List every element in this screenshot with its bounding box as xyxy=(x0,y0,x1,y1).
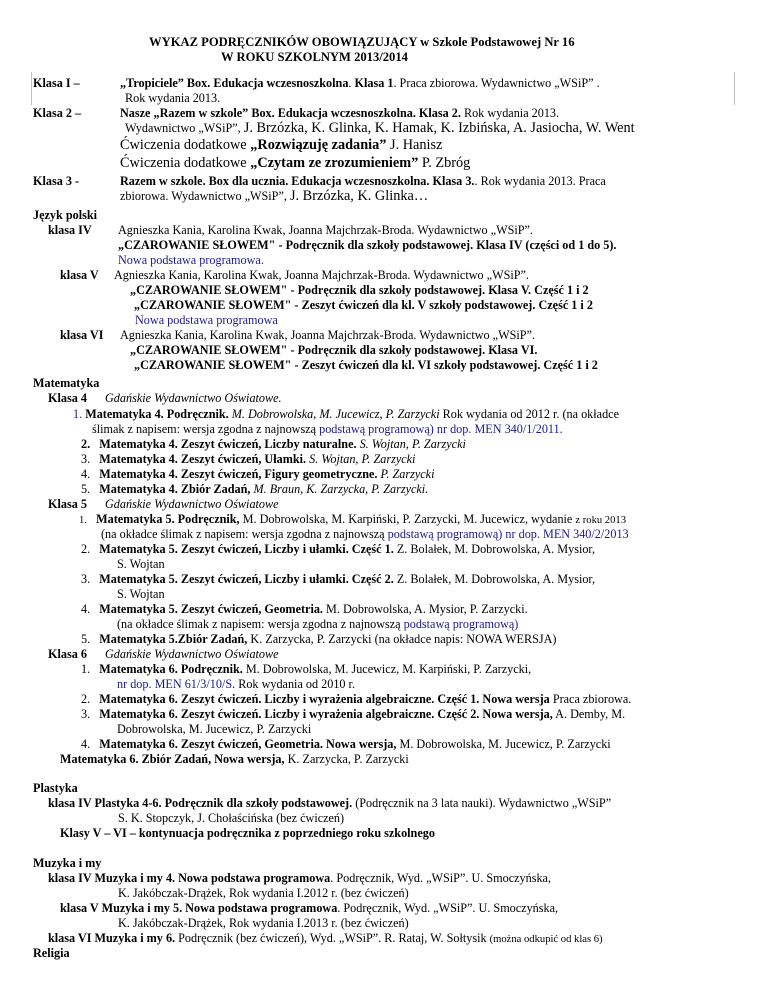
mat-4-item-5: 5. Matematyka 4. Zbiór Zadań, M. Braun, K. Zarzycka, P. Zarzycki. xyxy=(81,482,429,496)
mat-klasa-5-label: Klasa 5 xyxy=(48,497,87,511)
mat-6-item-3: 3. Matematyka 6. Zeszyt ćwiczeń. Liczby i wyrażenia algebraiczne. Część 2. Nowa wersja, A. Demby, M. xyxy=(81,707,626,721)
section-jezyk-polski: Język polski xyxy=(33,208,97,222)
klasa-2-entry: Nasze „Razem w szkole” Box. Edukacja wczesnoszkolna. Klasa 2. Rok wydania 2013. xyxy=(120,106,560,120)
section-muzyka: Muzyka i my xyxy=(33,856,102,870)
polski-klasa-vi-title-2: „CZAROWANIE SŁOWEM" - Zeszyt ćwiczeń dla kl. VI szkoły podstawowej. Część 1 i 2 xyxy=(134,358,598,372)
klasa-3-line-2: zbiorowa. Wydawnictwo „WSiP”, J. Brzózka, K. Glinka… xyxy=(120,188,429,204)
polski-klasa-v-np: Nowa podstawa programowa xyxy=(135,313,278,327)
polski-klasa-v-label: klasa V xyxy=(60,268,99,282)
plastyka-line-3: Klasy V – VI – kontynuacja podręcznika z poprzedniego roku szkolnego xyxy=(60,826,435,840)
mat-5-item-1: 1. Matematyka 5. Podręcznik, M. Dobrowolska, M. Karpiński, P. Zarzycki, M. Jucewicz, wydanie z roku 2013 xyxy=(79,512,626,526)
muzyka-klasa-iv-line-2: K. Jakóbczak-Drążek, Rok wydania I.2012 r. (bez ćwiczeń) xyxy=(118,886,409,900)
mat-4-item-3: 3. Matematyka 4. Zeszyt ćwiczeń, Ułamki. S. Wojtan, P. Zarzycki xyxy=(81,452,416,466)
polski-klasa-vi-title-1: „CZAROWANIE SŁOWEM" - Podręcznik dla szkoły podstawowej. Klasa VI. xyxy=(130,343,538,357)
mat-6-item-3-line-2: Dobrowolska, M. Jucewicz, P. Zarzycki xyxy=(117,722,312,736)
polski-klasa-iv-title: „CZAROWANIE SŁOWEM" - Podręcznik dla szkoły podstawowej. Klasa IV (części od 1 do 5). xyxy=(118,238,617,252)
mat-4-item-4: 4. Matematyka 4. Zeszyt ćwiczeń, Figury geometryczne. P. Zarzycki xyxy=(81,467,435,481)
mat-klasa-6-label: Klasa 6 xyxy=(48,647,87,661)
mat-5-item-3: 3. Matematyka 5. Zeszyt ćwiczeń, Liczby i ułamki. Część 2. Z. Bolałek, M. Dobrowolska, A. Mysior, xyxy=(81,572,596,586)
mat-klasa-4-label: Klasa 4 xyxy=(48,391,87,405)
muzyka-klasa-v: klasa V Muzyka i my 5. Nowa podstawa programowa. Podręcznik, Wyd. „WSiP”. U. Smoczyńska, xyxy=(60,901,559,915)
section-plastyka: Plastyka xyxy=(33,781,78,795)
mat-klasa-5-publisher: Gdańskie Wydawnictwo Oświatowe xyxy=(105,497,279,511)
polski-klasa-vi-authors: Agnieszka Kania, Karolina Kwak, Joanna Majchrzak-Broda. Wydawnictwo „WSiP”. xyxy=(120,328,535,342)
polski-klasa-v-authors: Agnieszka Kania, Karolina Kwak, Joanna Majchrzak-Broda. Wydawnictwo „WSiP”. xyxy=(114,268,529,282)
plastyka-line-2: S. K. Stopczyk, J. Chołaścińska (bez ćwiczeń) xyxy=(118,811,345,825)
mat-5-item-2: 2. Matematyka 5. Zeszyt ćwiczeń, Liczby i ułamki. Część 1. Z. Bolałek, M. Dobrowolska, A. Mysior, xyxy=(81,542,596,556)
mat-5-item-5: 5. Matematyka 5.Zbiór Zadań, K. Zarzycka, P. Zarzycki (na okładce napis: NOWA WERSJA) xyxy=(81,632,557,646)
table-border-right xyxy=(734,72,735,105)
mat-5-item-1-line-2: (na okładce ślimak z napisem: wersja zgodna z najnowszą podstawą programową) nr dop. MEN 340/2/2013 xyxy=(101,527,629,541)
mat-5-item-4-line-2: (na okładce ślimak z napisem: wersja zgodna z najnowszą podstawą programową) xyxy=(117,617,519,631)
mat-klasa-6-publisher: Gdańskie Wydawnictwo Oświatowe xyxy=(105,647,279,661)
table-border-left xyxy=(31,72,32,105)
klasa-2-authors: Wydawnictwo „WSiP”, J. Brzózka, K. Glinka, K. Hamak, K. Izbińska, A. Jasiocha, W. Went xyxy=(125,120,635,136)
polski-klasa-iv-np: Nowa podstawa programowa. xyxy=(118,253,264,267)
mat-5-item-2-line-2: S. Wojtan xyxy=(117,557,165,571)
mat-4-item-1: 1. Matematyka 4. Podręcznik. M. Dobrowolska, M. Jucewicz, P. Zarzycki Rok wydania od 2012 r. (na okładce xyxy=(73,407,619,421)
muzyka-klasa-vi: klasa VI Muzyka i my 6. Podręcznik (bez ćwiczeń), Wyd. „WSiP”. R. Rataj, W. Sołtysik (można odkupić od klas 6) xyxy=(48,931,603,945)
klasa-2-label: Klasa 2 – xyxy=(33,106,82,120)
klasa-2-cwiczenia-2: Ćwiczenia dodatkowe „Czytam ze zrozumieniem” P. Zbróg xyxy=(120,155,471,171)
klasa-3-label: Klasa 3 - xyxy=(33,174,80,188)
plastyka-line-1: klasa IV Plastyka 4-6. Podręcznik dla szkoły podstawowej. (Podręcznik na 3 lata nauki). Wydawnictwo „WSiP” xyxy=(48,796,612,810)
klasa-1-year: Rok wydania 2013. xyxy=(125,91,221,105)
mat-6-item-1: 1. Matematyka 6. Podręcznik. M. Dobrowolska, M. Jucewicz, M. Karpiński, P. Zarzycki, xyxy=(81,662,532,676)
mat-4-item-1-line-2: ślimak z napisem: wersja zgodna z najnowszą podstawą programową) nr dop. MEN 340/1/2011. xyxy=(92,422,563,436)
muzyka-klasa-v-line-2: K. Jakóbczak-Drążek, Rok wydania I.2013 r. (bez ćwiczeń) xyxy=(118,916,409,930)
polski-klasa-iv-label: klasa IV xyxy=(48,223,92,237)
klasa-1-entry: „Tropiciele” Box. Edukacja wczesnoszkolna. Klasa 1. Praca zbiorowa. Wydawnictwo „WSiP” . xyxy=(120,76,600,90)
section-matematyka: Matematyka xyxy=(33,376,100,390)
mat-6-item-2: 2. Matematyka 6. Zeszyt ćwiczeń. Liczby i wyrażenia algebraiczne. Część 1. Nowa wersja Praca zbiorowa. xyxy=(81,692,632,706)
mat-klasa-4-publisher: Gdańskie Wydawnictwo Oświatowe. xyxy=(105,391,282,405)
klasa-2-cwiczenia-1: Ćwiczenia dodatkowe „Rozwiązuję zadania” J. Hanisz xyxy=(120,137,443,153)
mat-4-item-2: 2. Matematyka 4. Zeszyt ćwiczeń, Liczby naturalne. S. Wojtan, P. Zarzycki xyxy=(81,437,466,451)
polski-klasa-vi-label: klasa VI xyxy=(60,328,104,342)
polski-klasa-iv-authors: Agnieszka Kania, Karolina Kwak, Joanna Majchrzak-Broda. Wydawnictwo „WSiP”. xyxy=(118,223,533,237)
klasa-3-entry: Razem w szkole. Box dla ucznia. Edukacja wczesnoszkolna. Klasa 3.. Rok wydania 2013. Praca xyxy=(120,174,606,188)
doc-title-line-1: WYKAZ PODRĘCZNIKÓW OBOWIĄZUJĄCY w Szkole Podstawowej Nr 16 xyxy=(149,35,575,49)
doc-title-line-2: W ROKU SZKOLNYM 2013/2014 xyxy=(221,50,408,64)
mat-6-item-5: Matematyka 6. Zbiór Zadań, Nowa wersja, K. Zarzycka, P. Zarzycki xyxy=(60,752,409,766)
muzyka-klasa-iv: klasa IV Muzyka i my 4. Nowa podstawa programowa. Podręcznik, Wyd. „WSiP”. U. Smoczyńska, xyxy=(48,871,552,885)
mat-5-item-3-line-2: S. Wojtan xyxy=(117,587,165,601)
mat-6-item-4: 4. Matematyka 6. Zeszyt ćwiczeń, Geometria. Nowa wersja, M. Dobrowolska, M. Jucewicz, P. Zarzycki xyxy=(81,737,611,751)
klasa-1-label: Klasa I – xyxy=(33,76,80,90)
mat-5-item-4: 4. Matematyka 5. Zeszyt ćwiczeń, Geometria. M. Dobrowolska, A. Mysior, P. Zarzycki. xyxy=(81,602,528,616)
mat-6-item-1-line-2: nr dop. MEN 61/3/10/S. Rok wydania od 2010 r. xyxy=(117,677,355,691)
polski-klasa-v-title-2: „CZAROWANIE SŁOWEM" - Zeszyt ćwiczeń dla kl. V szkoły podstawowej. Część 1 i 2 xyxy=(134,298,593,312)
section-religia: Religia xyxy=(33,946,70,960)
polski-klasa-v-title-1: „CZAROWANIE SŁOWEM" - Podręcznik dla szkoły podstawowej. Klasa V. Część 1 i 2 xyxy=(130,283,589,297)
